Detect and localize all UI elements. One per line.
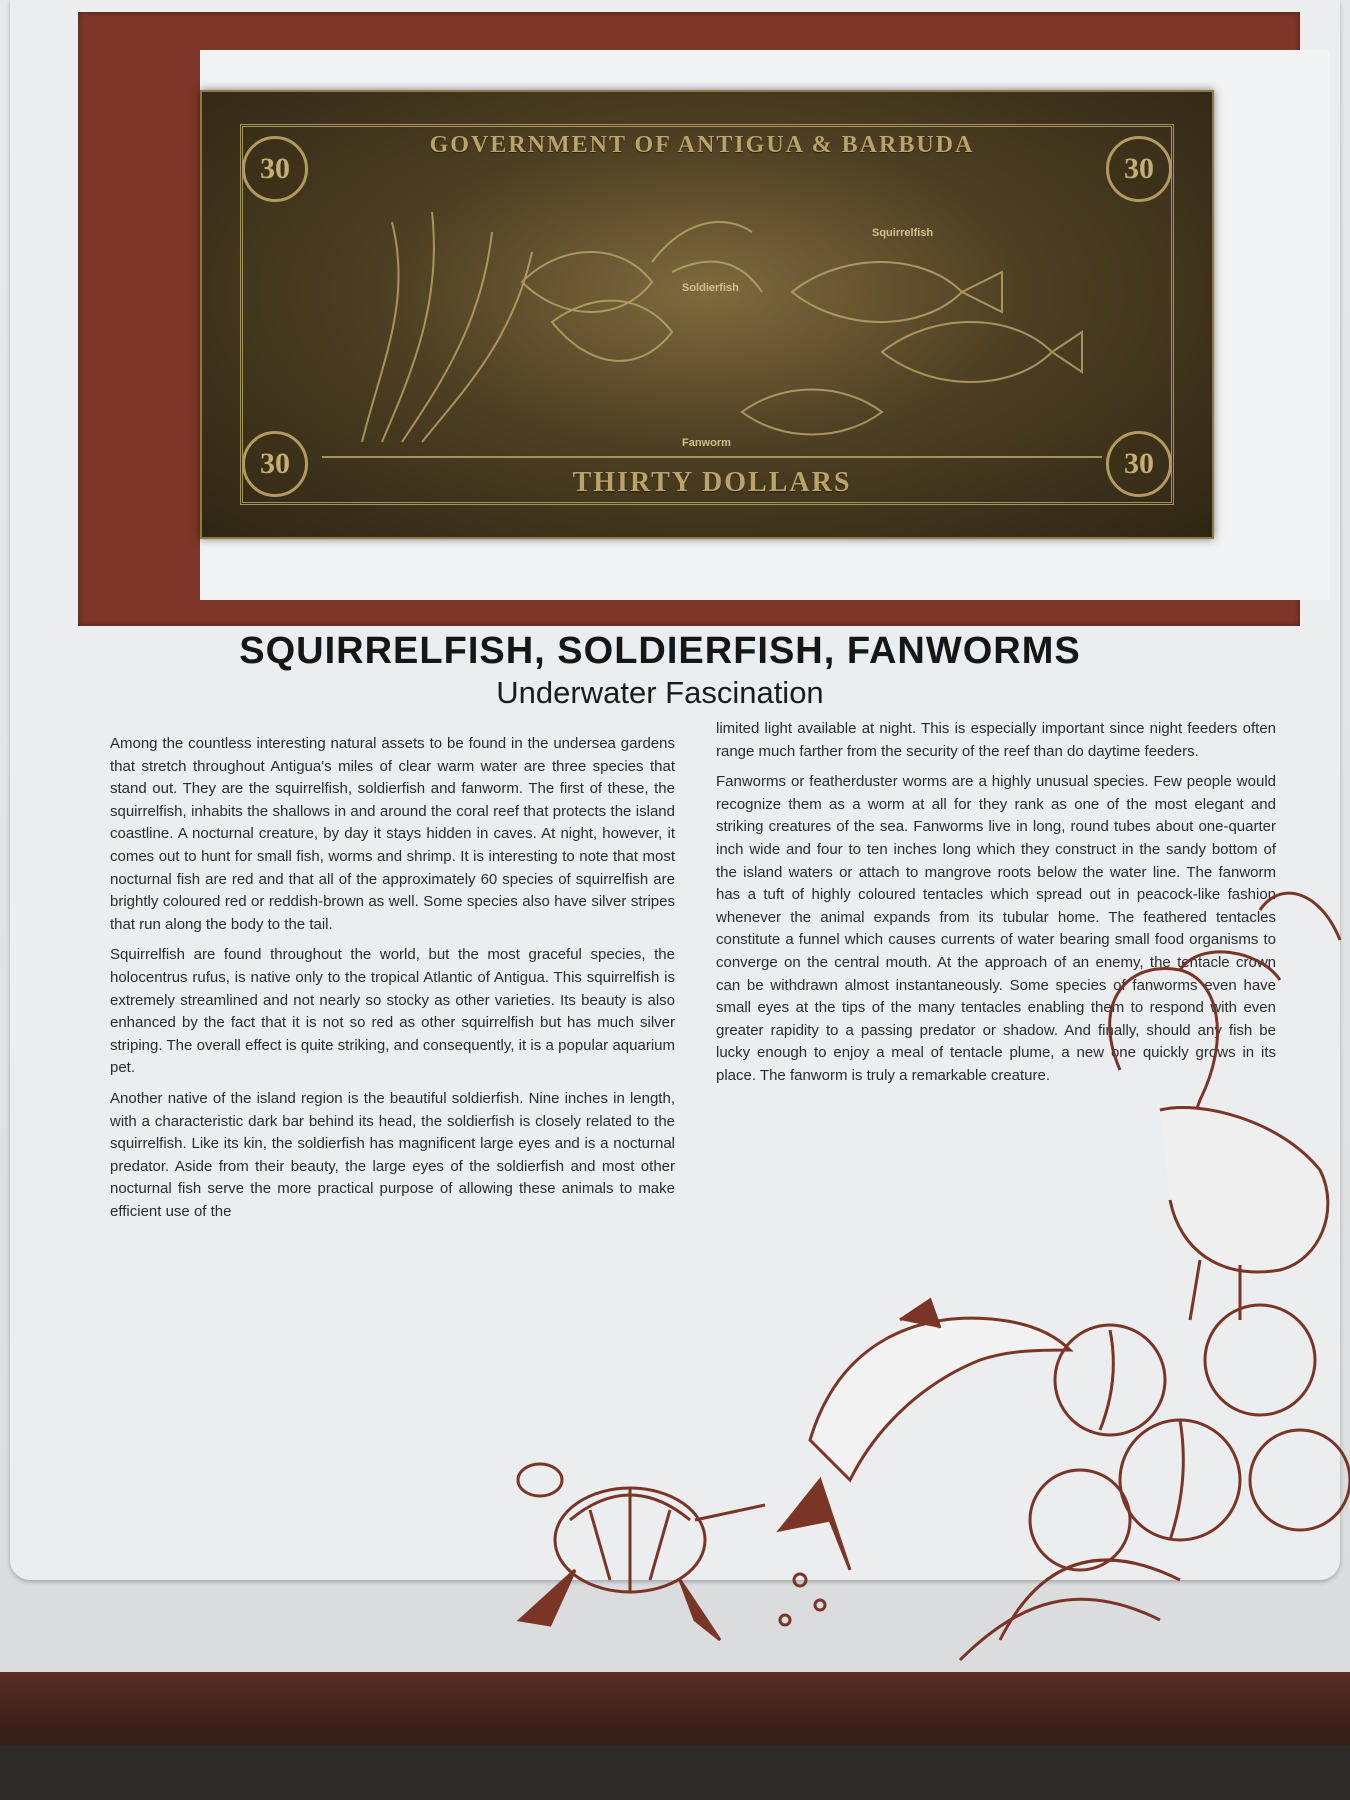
label-squirrelfish: Squirrelfish <box>872 227 934 239</box>
page-card <box>10 0 1340 1580</box>
dolphin-drawing <box>780 1300 1070 1625</box>
turtle-drawing <box>518 1464 765 1640</box>
denomination-bottom-left: 30 <box>242 431 308 497</box>
paragraph: Fanworms or featherduster worms are a highly unusual species. Few people would recognize them as a worm at all for they rank as one of the most elegant and striking creatures of the sea. Fanworms live in long, round tubes about one-quarter inch wide and four to ten inches long which they construct in the sandy bottom of the island waters or attach to mangrove roots below the water line. The fanworm has a tuft of highly coloured tentacles which spread out in peacock-like fashion whenever the animal expands from its tubular home. The feathered tentacles constitute a funnel which causes currents of water bearing small food organisms to converge on the central mouth. At the approach of an enemy, the tentacle crown can be withdrawn almost instantaneously. Some species of fanworms even have small eyes at the tips of the many tentacles enabling them to respond with even greater rapidity to a passing predator or shadow. And finally, should any fish be lucky enough to enjoy a meal of tentacle plume, a new one quickly grows in its place. The fanworm is truly a remarkable creature. <box>716 773 1276 1084</box>
paragraph: Another native of the island region is the beautiful soldierfish. Nine inches in length, with a characteristic dark bar behind its head, the soldierfish is closely related to the squirrelfish. Like its kin, the soldierfish has magnificent large eyes and is a nocturnal predator. Aside from their beauty, the large eyes of the soldierfish and most other nocturnal fish serve the more practical purpose of allowing these animals to make efficient use of the <box>110 1089 675 1220</box>
gold-banknote <box>200 90 1214 539</box>
denomination-top-right: 30 <box>1106 136 1172 202</box>
page-subtitle: Underwater Fascination <box>496 675 824 710</box>
banknote-value-text: THIRTY DOLLARS <box>572 467 852 498</box>
page-title: SQUIRRELFISH, SOLDIERFISH, FANWORMS <box>239 630 1081 672</box>
denomination-top-left: 30 <box>242 136 308 202</box>
label-soldierfish: Soldierfish <box>682 282 739 294</box>
banknote-engraving <box>322 182 1102 462</box>
paragraph: Squirrelfish are found throughout the world, but the most graceful species, the holocentrus rufus, is native only to the tropical Atlantic of Antigua. This squirrelfish is extremely streamlined and not nearly so stocky as other varieties. Its beauty is also enhanced by the fact that it is not so red as other squirrelfish but has much silver striping. The overall effect is quite striking, and consequently, it is a popular aquarium pet. <box>110 946 675 1077</box>
hibiscus-drawing <box>960 1305 1350 1660</box>
paragraph: Among the countless interesting natural assets to be found in the undersea gardens that stretch throughout Antigua's miles of clear warm water are three species that stand out. They are the squirrelfish, soldierfish and fanworm. The first of these, the squirrelfish, inhabits the shallows in and around the coral reef that protects the island coastline. A nocturnal creature, by day it stays hidden in caves. At night, however, it comes out to hunt for small fish, worms and shrimp. It is interesting to note that most nocturnal fish are red and that all of the approximately 60 species of squirrelfish are brightly coloured red or reddish-brown as well. Some species also have silver stripes that run along the body to the tail. <box>110 735 675 933</box>
denomination-bottom-right: 30 <box>1106 431 1172 497</box>
banknote-header: GOVERNMENT OF ANTIGUA & BARBUDA <box>429 132 975 158</box>
label-fanworm: Fanworm <box>682 437 731 449</box>
marine-illustration <box>480 880 1350 1680</box>
paragraph: limited light available at night. This is especially important since night feeders often range much farther from the security of the reef than do daytime feeders. <box>716 720 1276 760</box>
pelican-drawing <box>1110 952 1328 1320</box>
background-shadow <box>0 1745 1350 1800</box>
